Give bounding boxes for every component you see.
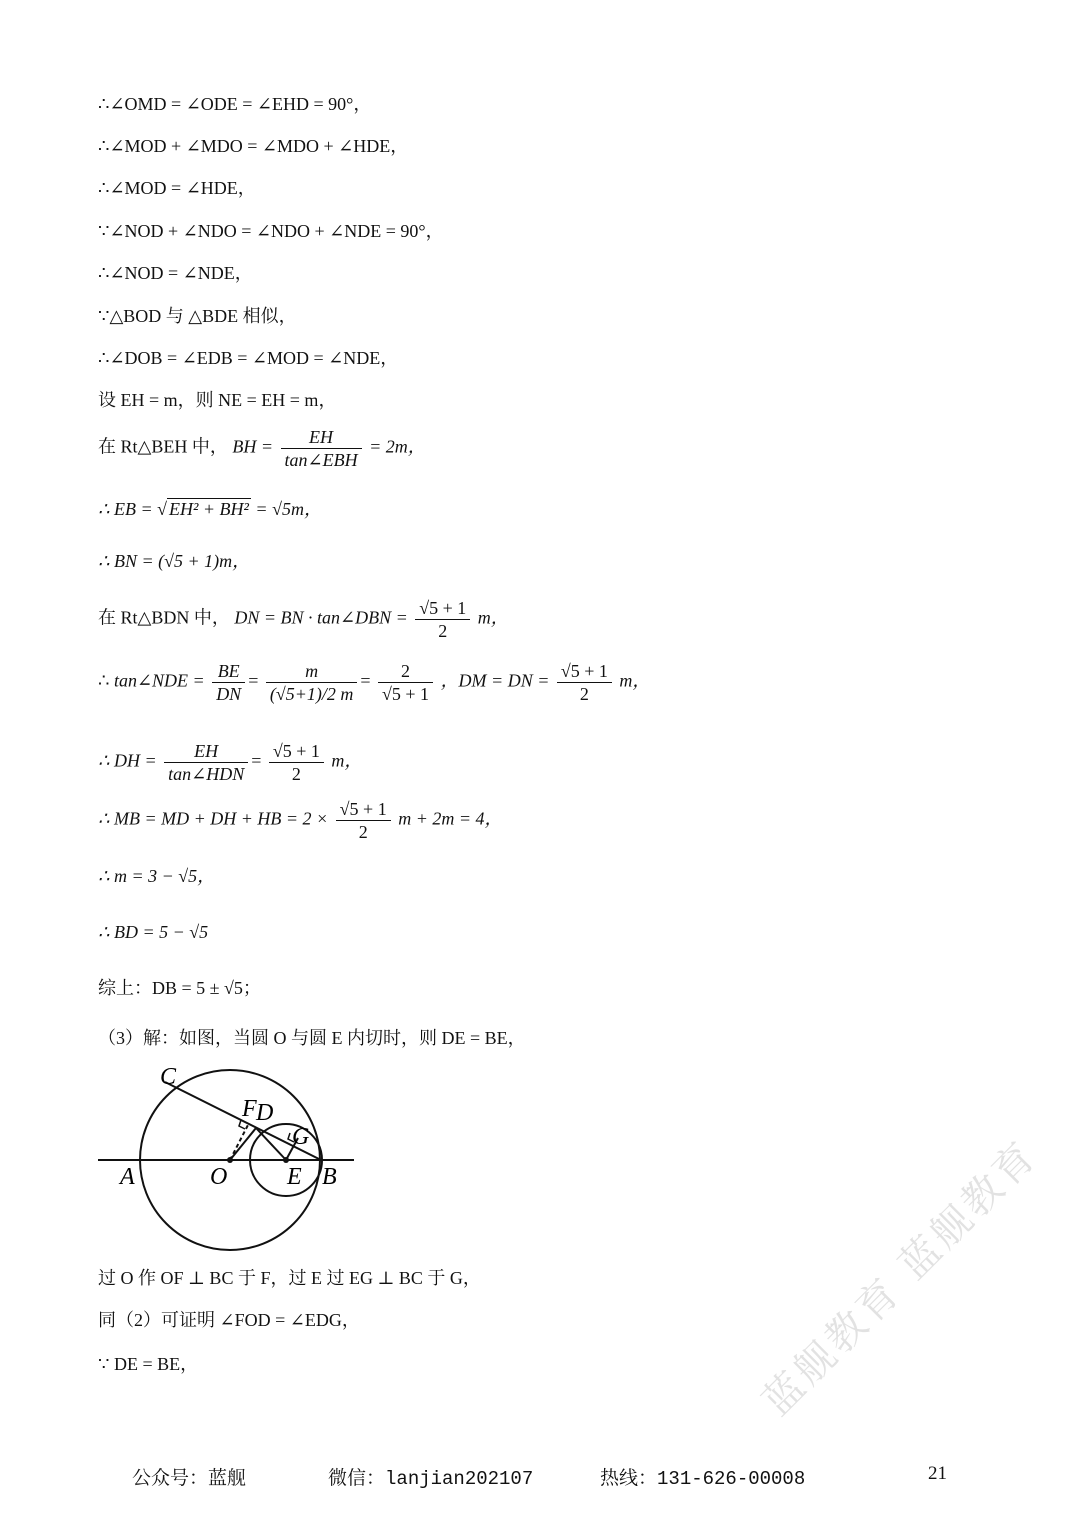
- eq-tan-fraction-2: [266, 660, 358, 705]
- solution-line-4: ∵∠NOD + ∠NDO = ∠NDO + ∠NDE = 90°，: [98, 221, 444, 241]
- eq-eb-prefix: ∴ EB =: [98, 499, 153, 519]
- footer-hotline-label: 热线：: [600, 1467, 658, 1489]
- eq-tan-f4-num: √5 + 1: [557, 660, 612, 683]
- eq-tan-mid: ，DM = DN =: [440, 670, 550, 691]
- footer-hotline: [600, 1463, 805, 1490]
- page-footer: [0, 1463, 1080, 1493]
- eq-tan-f3-num: 2: [378, 660, 433, 683]
- equation-mb: [98, 798, 503, 843]
- solution-line-8: 设 EH = m，则 NE = EH = m，: [98, 390, 337, 410]
- eq-dn-fraction: [415, 597, 470, 642]
- after-line-3: ∵ DE = BE，: [98, 1354, 199, 1374]
- equation-m: ∴ m = 3 − √5，: [98, 866, 216, 886]
- label-f: F: [242, 1096, 257, 1122]
- eq-tan-f2-den: (√5+1)/2 m: [269, 684, 354, 704]
- equation-eb: [98, 497, 322, 521]
- equation-dn: [98, 597, 509, 642]
- eq-eb-rhs: = √5m，: [255, 499, 322, 519]
- equation-bh: [98, 426, 426, 471]
- label-g: G: [292, 1124, 310, 1150]
- solution-line-5: ∴∠NOD = ∠NDE，: [98, 263, 253, 283]
- eq-dn-numerator: √5 + 1: [415, 597, 470, 620]
- eq-dh-tail: m，: [331, 750, 363, 771]
- watermark: 蓝舰教育 蓝舰教育: [753, 1131, 1048, 1425]
- eq-tan-f4-den: 2: [579, 684, 589, 704]
- page-number: 21: [928, 1463, 947, 1484]
- eq-dh-f2-den: 2: [291, 764, 301, 784]
- eq-dh-fraction-2: [269, 740, 324, 785]
- label-a: A: [120, 1164, 135, 1190]
- eq-dh-fraction-1: [164, 740, 248, 785]
- solution-line-7: ∴∠DOB = ∠EDB = ∠MOD = ∠NDE，: [98, 348, 399, 368]
- after-line-2: 同（2）可证明 ∠FOD = ∠EDG，: [98, 1310, 360, 1330]
- eq-dn-tail: m，: [477, 607, 509, 628]
- footer-wechat-label: 微信：: [328, 1467, 386, 1489]
- equation-tan: ∴ tan∠NDE = $\frac{BE}{DN}$ = $\frac{m}{(√5+1)/2 m}$ = $\frac{2}{√5 + 1}$ ，DM = DN = $\frac{√5 + 1}{2}$ m，: [98, 661, 651, 704]
- footer-account: 公众号：蓝舰: [132, 1467, 247, 1489]
- eq-tan-f1-den: DN: [216, 684, 242, 704]
- eq-bh-lhs: BH =: [232, 436, 273, 457]
- solution-line-6: ∵△BOD 与 △BDE 相似，: [98, 306, 297, 326]
- label-b: B: [322, 1164, 337, 1190]
- equation-dh: ∴ DH = $\frac{EH}{\text{tan∠HDN}}$ = $\frac{√5 + 1}{2}$ m，: [98, 741, 363, 784]
- after-line-1: 过 O 作 OF ⊥ BC 于 F，过 E 过 EG ⊥ BC 于 G，: [98, 1268, 481, 1288]
- equation-bn: ∴ BN = (√5 + 1)m，: [98, 551, 251, 571]
- eq-tan-fraction-4: [557, 660, 612, 705]
- part3-line: （3）解：如图，当圆 O 与圆 E 内切时，则 DE = BE，: [98, 1028, 526, 1048]
- eq-tan-lhs: tan∠NDE =: [113, 670, 205, 691]
- point-e: [283, 1157, 289, 1163]
- label-c: C: [160, 1064, 177, 1090]
- eq-tan-prefix: ∴: [98, 670, 110, 691]
- footer-hotline-number: 131-626-00008: [657, 1468, 806, 1490]
- eq-tan-fraction-3: [378, 660, 433, 705]
- eq-mb-den: 2: [358, 822, 368, 842]
- eq-bh-fraction: [281, 426, 362, 471]
- eq-dn-prefix: 在 Rt△BDN 中，: [98, 607, 230, 628]
- eq-tan-f1-num: BE: [212, 660, 245, 683]
- eq-dn-lhs: DN = BN · tan∠DBN =: [234, 607, 408, 628]
- solution-line-2: ∴∠MOD + ∠MDO = ∠MDO + ∠HDE，: [98, 136, 409, 156]
- eq-dh-f1-num: EH: [164, 740, 248, 763]
- eq-tan-f2-num: m: [266, 660, 358, 683]
- eq-bh-rhs: = 2m，: [369, 436, 426, 457]
- label-e: E: [287, 1164, 302, 1190]
- eq-mb-tail: m + 2m = 4，: [398, 808, 503, 829]
- point-o: [227, 1157, 233, 1163]
- eq-mb-lhs: ∴ MB = MD + DH + HB = 2 ×: [98, 808, 329, 829]
- footer-wechat-id: lanjian202107: [385, 1468, 534, 1490]
- eq-bh-prefix: 在 Rt△BEH 中，: [98, 436, 228, 457]
- geometry-figure: [90, 1060, 370, 1260]
- eq-tan-tail: m，: [619, 670, 651, 691]
- equation-bd: ∴ BD = 5 − √5: [98, 922, 209, 942]
- footer-wechat: [328, 1463, 533, 1490]
- label-d: D: [256, 1100, 274, 1126]
- label-o: O: [210, 1164, 228, 1190]
- eq-tan-fraction-1: [212, 660, 245, 705]
- eq-dh-lhs: ∴ DH =: [98, 750, 157, 771]
- eq-eb-radicand: EH² + BH²: [168, 499, 249, 519]
- eq-bh-denominator: tan∠EBH: [284, 450, 358, 470]
- solution-line-3: ∴∠MOD = ∠HDE，: [98, 178, 256, 198]
- eq-dn-denominator: 2: [438, 621, 448, 641]
- eq-dh-f2-num: √5 + 1: [269, 740, 324, 763]
- segment-de: [256, 1128, 286, 1160]
- eq-mb-num: √5 + 1: [336, 798, 391, 821]
- eq-bh-numerator: EH: [281, 426, 362, 449]
- sqrt-sign: √: [157, 499, 167, 519]
- eq-dh-f1-den: tan∠HDN: [168, 764, 245, 784]
- summary-line: 综上：DB = 5 ± √5；: [98, 978, 261, 998]
- eq-tan-f3-den: √5 + 1: [382, 684, 430, 704]
- eq-mb-fraction: [336, 798, 391, 843]
- solution-line-1: ∴∠OMD = ∠ODE = ∠EHD = 90°，: [98, 94, 372, 114]
